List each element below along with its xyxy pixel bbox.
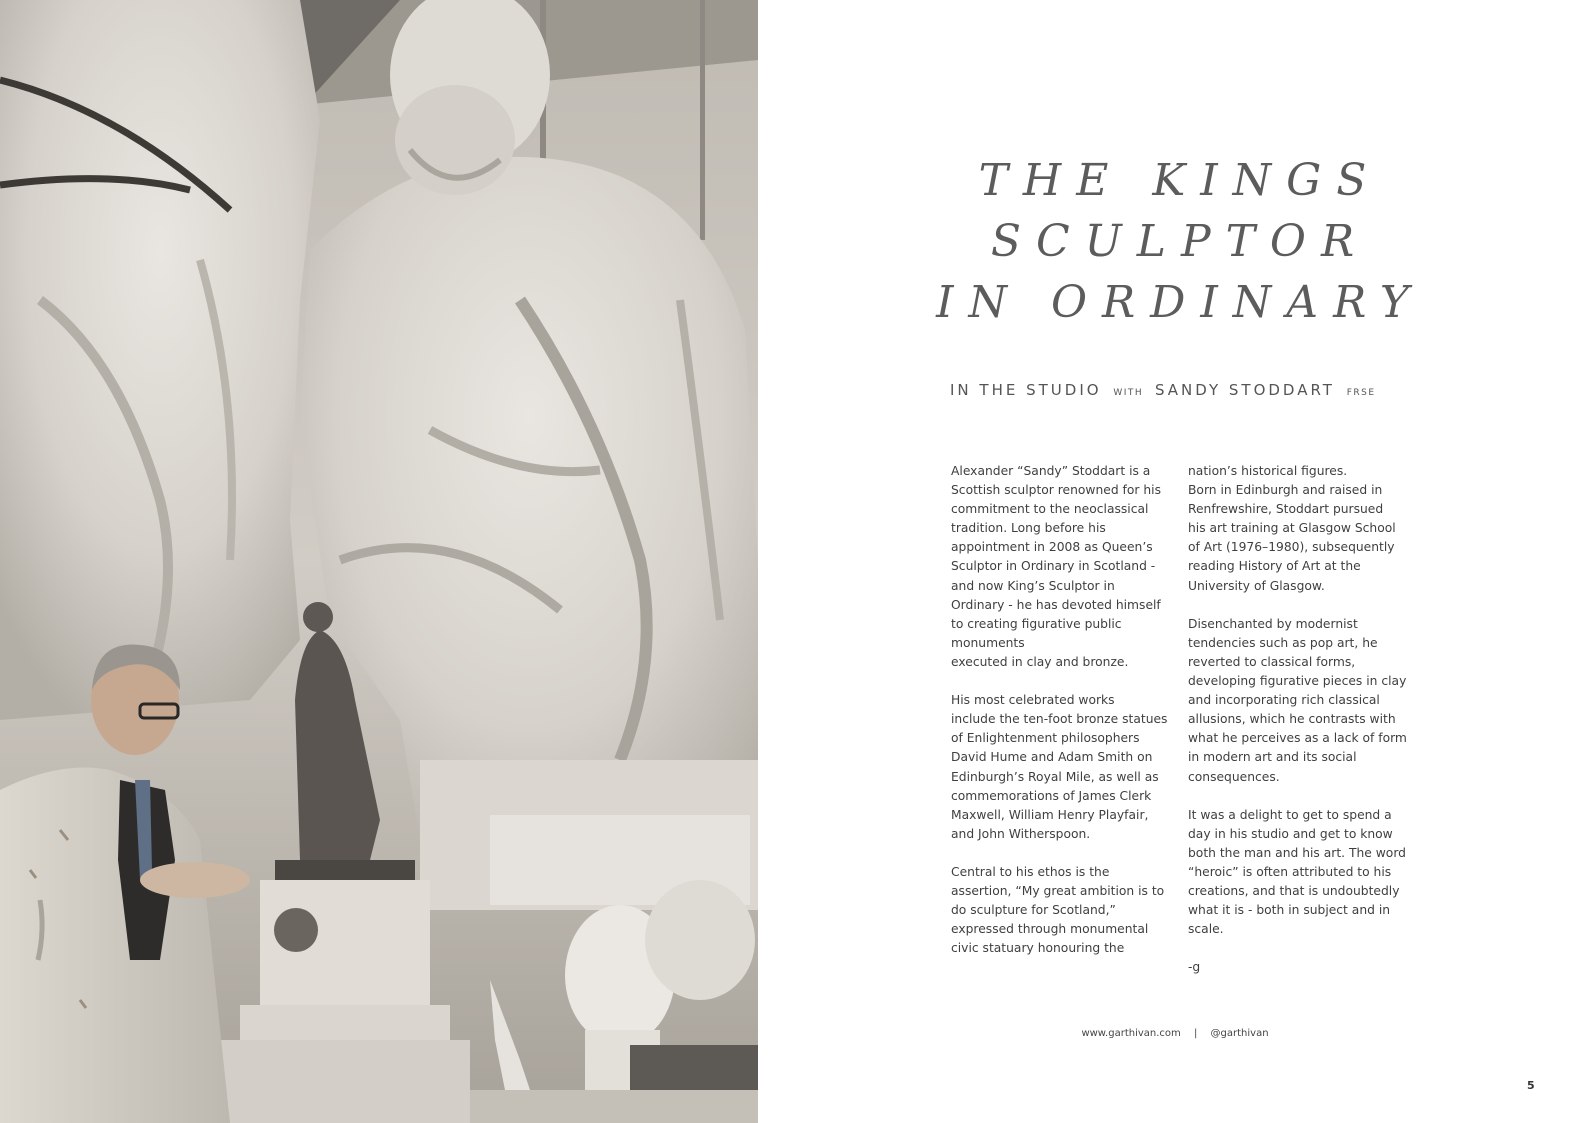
body-text-line: University of Glasgow. — [1188, 578, 1325, 593]
body-text-line: “heroic” is often attributed to his — [1188, 864, 1392, 879]
body-text-line: Alexander “Sandy” Stoddart is a — [951, 464, 1151, 478]
body-text-line: Disenchanted by modernist — [1188, 616, 1358, 631]
body-text-line: commemorations of James Clerk — [951, 788, 1152, 803]
body-text-line: both the man and his art. The word — [1188, 845, 1406, 860]
studio-photo — [0, 0, 758, 1123]
body-text-line: Renfrewshire, Stoddart pursued — [1188, 502, 1384, 517]
body-text-line: what he perceives as a lack of form — [1188, 731, 1407, 746]
body-text-line: His most celebrated works — [951, 693, 1115, 708]
paragraph-gap — [1188, 787, 1413, 806]
paragraph-gap — [951, 844, 1176, 863]
title-line: THE KINGS — [978, 155, 1382, 206]
body-text-line: day in his studio and get to know — [1188, 826, 1393, 841]
website-link[interactable]: www.garthivan.com — [1081, 1028, 1181, 1039]
body-text-line: -g — [1188, 960, 1201, 975]
body-text-line: developing figurative pieces in clay — [1188, 674, 1407, 689]
body-text-line: and John Witherspoon. — [951, 826, 1091, 841]
body-text-line: of Enlightenment philosophers — [951, 731, 1140, 746]
paragraph-gap — [1188, 596, 1413, 615]
article-column-right — [1188, 462, 1413, 978]
body-text-line: reverted to classical forms, — [1188, 654, 1356, 669]
body-text-line: and now King’s Sculptor in — [951, 578, 1115, 593]
body-text-line: his art training at Glasgow School — [1188, 521, 1396, 536]
body-text-line: Sculptor in Ordinary in Scotland - — [951, 559, 1156, 574]
page-footer — [1000, 1028, 1350, 1039]
body-text-line: tendencies such as pop art, he — [1188, 635, 1378, 650]
body-text-line: of Art (1976–1980), subsequently — [1188, 540, 1395, 555]
page-subtitle — [950, 381, 1420, 399]
title-line: SCULPTOR — [990, 216, 1370, 267]
subtitle-connector: WITH — [1113, 388, 1144, 398]
paragraph-gap — [1188, 939, 1413, 958]
body-text-line: do sculpture for Scotland,” — [951, 903, 1116, 918]
body-text-line: Edinburgh’s Royal Mile, as well as — [951, 769, 1159, 784]
body-text-line: Central to his ethos is the — [951, 864, 1110, 879]
body-text-line: Maxwell, William Henry Playfair, — [951, 807, 1149, 822]
body-text-line: commitment to the neoclassical — [951, 502, 1149, 517]
footer-separator: | — [1193, 1028, 1198, 1039]
body-text-line: allusions, which he contrasts with — [1188, 712, 1396, 727]
social-handle-link[interactable]: @garthivan — [1210, 1028, 1269, 1039]
body-text-line: Ordinary - he has devoted himself — [951, 597, 1161, 612]
page-number: 5 — [1527, 1079, 1535, 1092]
article-column-left — [951, 462, 1176, 958]
body-text-line: It was a delight to get to spend a — [1188, 807, 1392, 822]
subtitle-postnominal: FRSE — [1346, 388, 1376, 398]
body-text-line: to creating figurative public — [951, 616, 1122, 631]
page-title — [900, 150, 1460, 333]
body-text-line: expressed through monumental — [951, 922, 1149, 937]
body-text-line: civic statuary honouring the — [951, 941, 1125, 956]
subtitle-part: IN THE STUDIO — [950, 381, 1102, 399]
body-text-line: and incorporating rich classical — [1188, 693, 1380, 708]
body-text-line: consequences. — [1188, 769, 1280, 784]
body-text-line: in modern art and its social — [1188, 750, 1357, 765]
body-text-line: executed in clay and bronze. — [951, 654, 1129, 669]
body-text-line: tradition. Long before his — [951, 521, 1106, 536]
body-text-line: creations, and that is undoubtedly — [1188, 884, 1400, 899]
body-text-line: David Hume and Adam Smith on — [951, 750, 1153, 765]
body-text-line: scale. — [1188, 922, 1224, 937]
paragraph-gap — [951, 672, 1176, 691]
body-text-line: monuments — [951, 635, 1025, 650]
subtitle-name: SANDY STODDART — [1154, 381, 1335, 399]
body-text-line: assertion, “My great ambition is to — [951, 884, 1165, 899]
body-text-line: Born in Edinburgh and raised in — [1188, 483, 1383, 498]
title-line: IN ORDINARY — [936, 277, 1424, 328]
body-text-line: what it is - both in subject and in — [1188, 903, 1391, 918]
body-text-line: nation’s historical figures. — [1188, 464, 1348, 478]
body-text-line: reading History of Art at the — [1188, 559, 1361, 574]
body-text-line: Scottish sculptor renowned for his — [951, 483, 1161, 498]
body-text-line: include the ten-foot bronze statues — [951, 712, 1168, 727]
body-text-line: appointment in 2008 as Queen’s — [951, 540, 1153, 555]
